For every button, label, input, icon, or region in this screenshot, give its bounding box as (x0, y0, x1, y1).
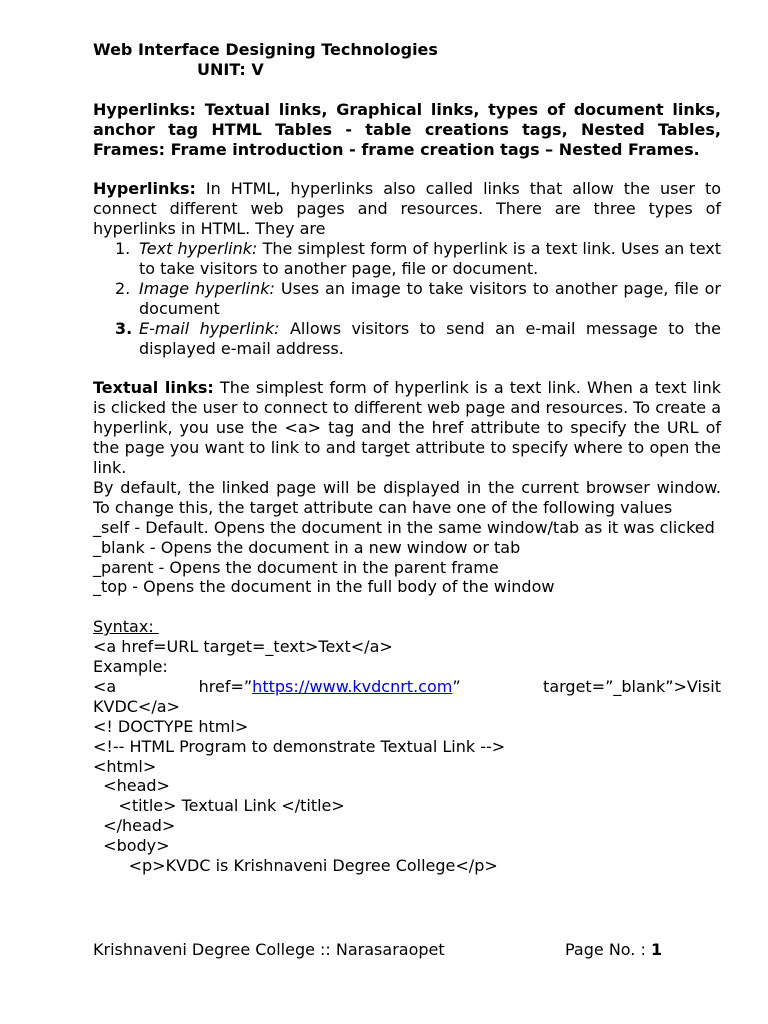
hyperlinks-text: In HTML, hyperlinks also called links that allow the user to connect different web pages and resources. There are three types of hyperlinks in HTML. They are (93, 179, 721, 239)
textual-links-paragraph (93, 378, 721, 478)
example-end: KVDC</a> (93, 696, 180, 716)
list-text: Uses an image to take visitors to another page, file or document (139, 278, 721, 318)
list-text: Allows visitors to send an e-mail message to the displayed e-mail address. (139, 318, 722, 358)
code-line: <!-- HTML Program to demonstrate Textual Link --> (93, 736, 506, 756)
footer-college: Krishnaveni Degree College :: Narasaraopet (93, 940, 445, 959)
target-value-blank: _blank - Opens the document in a new window or tab (93, 537, 521, 557)
page-footer (93, 940, 675, 960)
code-line: </head> (93, 816, 176, 836)
document-title: Web Interface Designing Technologies (93, 40, 438, 59)
list-item (93, 279, 721, 319)
textual-links-label: Textual links: (93, 378, 214, 398)
syntax-label: Syntax: (93, 617, 159, 637)
hyperlink-types-list (93, 239, 721, 358)
hyperlinks-label: Hyperlinks: (93, 179, 196, 199)
target-value-self: _self - Default. Opens the document in the same window/tab as it was clicked (93, 517, 715, 537)
list-text: The simplest form of hyperlink is a text link. Uses an text to take visitors to another page, file or document. (139, 239, 722, 278)
code-line: <! DOCTYPE html> (93, 716, 249, 736)
list-item (93, 239, 721, 279)
page-number: 1 (650, 940, 663, 959)
code-line: <body> (93, 836, 170, 856)
example-target: target=”_blank”>Visit (543, 676, 721, 696)
default-target-paragraph: By default, the linked page will be displayed in the current browser window. To change this, the target attribute can have one of the following values (93, 477, 721, 517)
document-page (93, 40, 721, 876)
target-value-top: _top - Opens the document in the full body of the window (93, 577, 555, 597)
code-line: <head> (93, 776, 170, 796)
example-label: Example: (93, 657, 168, 677)
target-value-parent: _parent - Opens the document in the parent frame (93, 557, 499, 577)
code-line: <title> Textual Link </title> (93, 796, 345, 816)
list-term: Text hyperlink: (139, 239, 258, 259)
hyperlinks-intro (93, 179, 721, 239)
syntax-line: <a href=URL target=_text>Text</a> (93, 637, 393, 657)
page-number-block (565, 940, 662, 960)
list-number: 3. (115, 318, 133, 338)
list-item (93, 319, 721, 359)
example-line (93, 677, 721, 697)
unit-heading: UNIT: V (197, 59, 264, 79)
code-line: <html> (93, 756, 157, 776)
textual-links-text: The simplest form of hyperlink is a text link. When a text link is clicked the user to connect to different web page and resources. To create a hyperlink, you use the <a> tag and the href attribute to specify the URL of the page you want to link to and target attribute to specify where to open the link. (93, 378, 721, 477)
page-number-label: Page No. : (565, 940, 651, 959)
example-anchor-open: <a (93, 676, 117, 696)
list-term: Image hyperlink: (139, 278, 275, 298)
list-number: 2. (115, 278, 131, 298)
example-href: href=”https://www.kvdcnrt.com” (198, 676, 461, 696)
example-url-link[interactable]: https://www.kvdcnrt.com (252, 676, 453, 696)
topics-summary: Hyperlinks: Textual links, Graphical links, types of document links, anchor tag HTML Tables - table creations tags, Nested Tables, Frames: Frame introduction - frame creation tags – Nested Frames. (93, 99, 721, 159)
list-term: E-mail hyperlink: (139, 318, 280, 338)
list-number: 1. (115, 239, 131, 259)
code-line: <p>KVDC is Krishnaveni Degree College</p> (93, 856, 498, 876)
